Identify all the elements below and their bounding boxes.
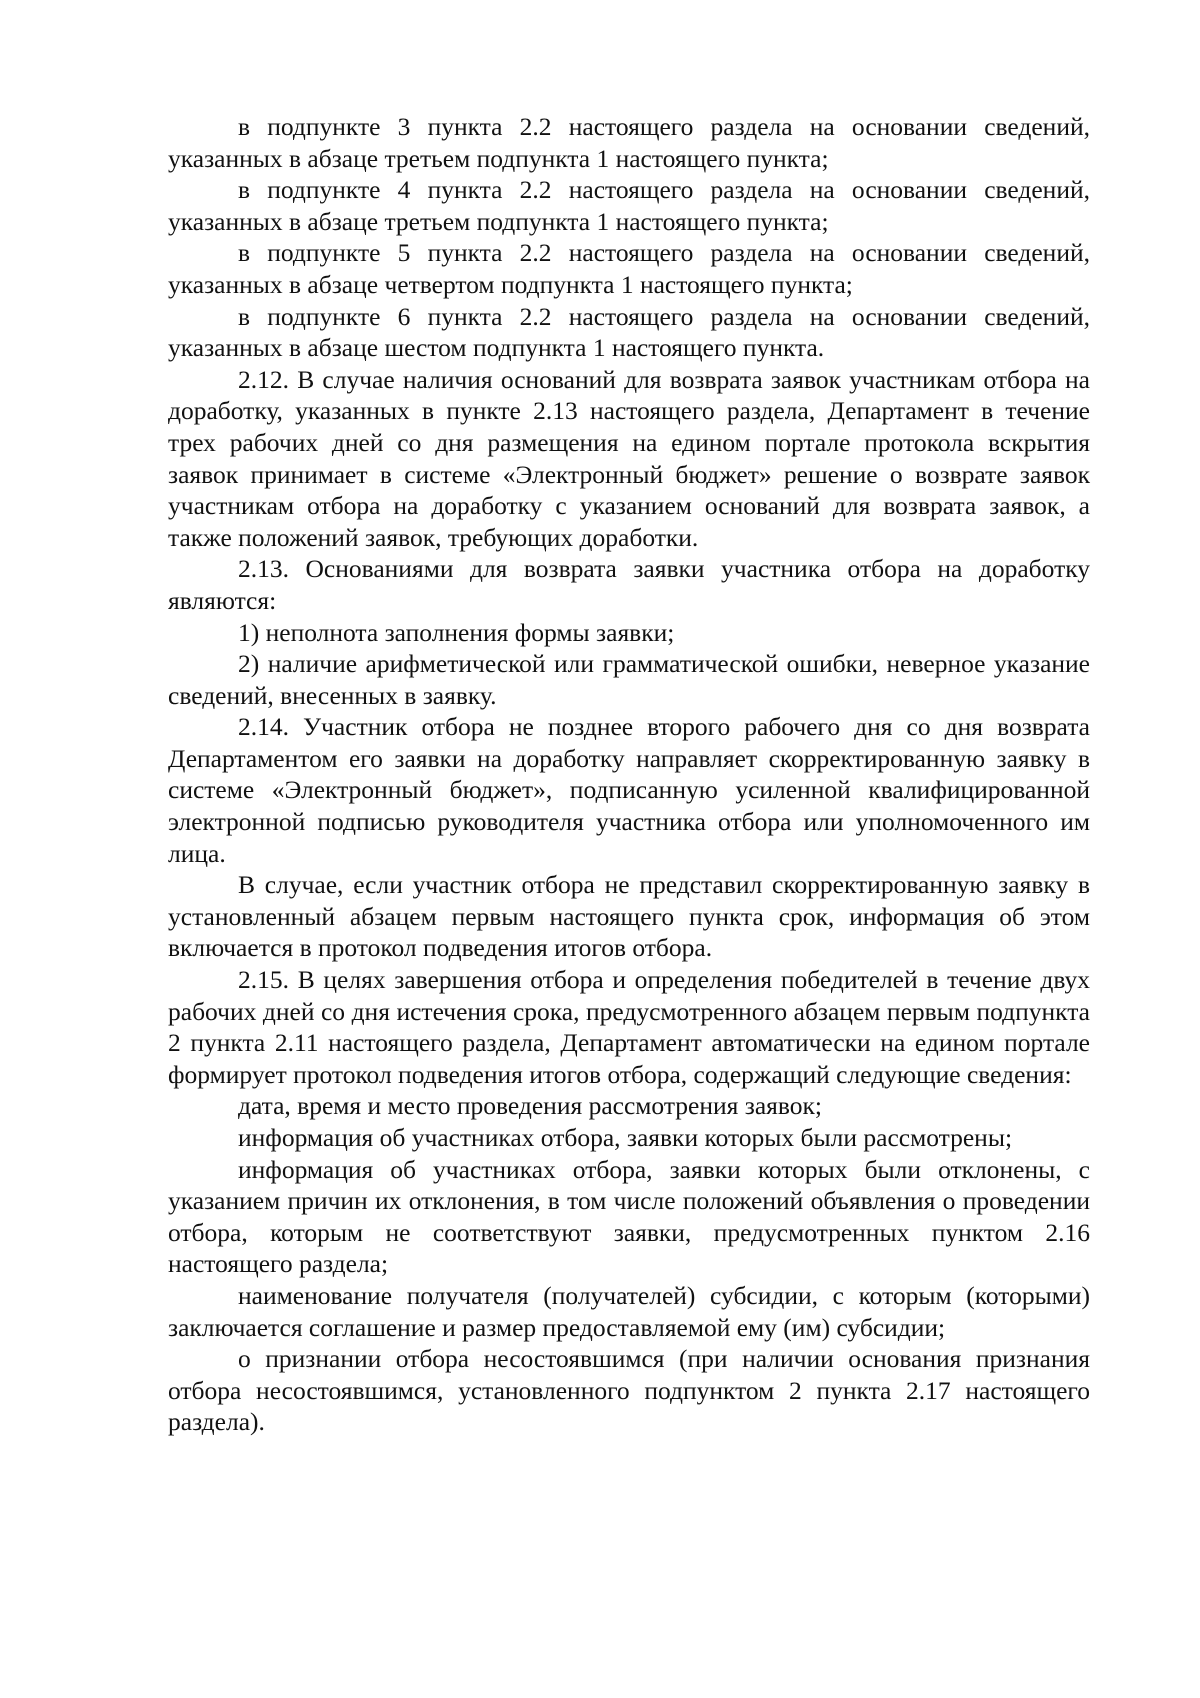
paragraph-subitem-4: в подпункте 4 пункта 2.2 настоящего раздела на основании сведений, указанных в абзаце третьем подпункта 1 настоящего пункта; — [168, 175, 1090, 236]
protocol-item-rejected: информация об участниках отбора, заявки которых были отклонены, с указанием причин их отклонения, в том числе положений объявления о проведении отбора, которым не соответствуют заявки, предусмотренных пунктом 2.16 настоящего раздела; — [168, 1154, 1090, 1279]
document-page — [168, 111, 1090, 1438]
paragraph-subitem-6: в подпункте 6 пункта 2.2 настоящего раздела на основании сведений, указанных в абзаце шестом подпункта 1 настоящего пункта. — [168, 301, 1090, 363]
paragraph-2-14-case: В случае, если участник отбора не представил скорректированную заявку в установленный абзацем первым настоящего пункта срок, информация об этом включается в протокол подведения итогов отбора. — [168, 870, 1090, 963]
protocol-item-failed: о признании отбора несостоявшимся (при наличии основания признания отбора несостоявшимся, установленного подпунктом 2 пункта 2.17 настоящего раздела). — [168, 1344, 1090, 1437]
protocol-item-reviewed: информация об участниках отбора, заявки которых были рассмотрены; — [238, 1123, 1013, 1152]
paragraph-subitem-3: в подпункте 3 пункта 2.2 настоящего раздела на основании сведений, указанных в абзаце третьем подпункта 1 настоящего пункта; — [168, 112, 1090, 173]
paragraph-2-13: 2.13. Основаниями для возврата заявки участника отбора на доработку являются: — [168, 554, 1090, 615]
paragraph-subitem-5: в подпункте 5 пункта 2.2 настоящего раздела на основании сведений, указанных в абзаце четвертом подпункта 1 настоящего пункта; — [168, 238, 1090, 299]
paragraph-2-15: 2.15. В целях завершения отбора и определения победителей в течение двух рабочих дней со дня истечения срока, предусмотренного абзацем первым подпункта 2 пункта 2.11 настоящего раздела, Департамент автоматически на едином портале формирует протокол подведения итогов отбора, содержащий следующие сведения: — [168, 965, 1090, 1089]
list-item-1: 1) неполнота заполнения формы заявки; — [238, 617, 675, 647]
list-item-2: 2) наличие арифметической или грамматической ошибки, неверное указание сведений, внесенных в заявку. — [168, 649, 1090, 710]
protocol-item-date: дата, время и место проведения рассмотрения заявок; — [238, 1091, 822, 1121]
paragraph-2-14: 2.14. Участник отбора не позднее второго рабочего дня со дня возврата Департаментом его заявки на доработку направляет скорректированную заявку в системе «Электронный бюджет», подписанную усиленной квалифицированной электронной подписью руководителя участника отбора или уполномоченного им лица. — [168, 712, 1090, 868]
protocol-item-recipient: наименование получателя (получателей) субсидии, с которым (которыми) заключается соглашение и размер предоставляемой ему (им) субсидии; — [168, 1280, 1090, 1342]
paragraph-2-12: 2.12. В случае наличия оснований для возврата заявок участникам отбора на доработку, указанных в пункте 2.13 настоящего раздела, Департамент в течение трех рабочих дней со дня размещения на едином портале протокола вскрытия заявок принимает в системе «Электронный бюджет» решение о возврате заявок участникам отбора на доработку с указанием оснований для возврата заявок, а также положений заявок, требующих доработки. — [168, 364, 1090, 552]
